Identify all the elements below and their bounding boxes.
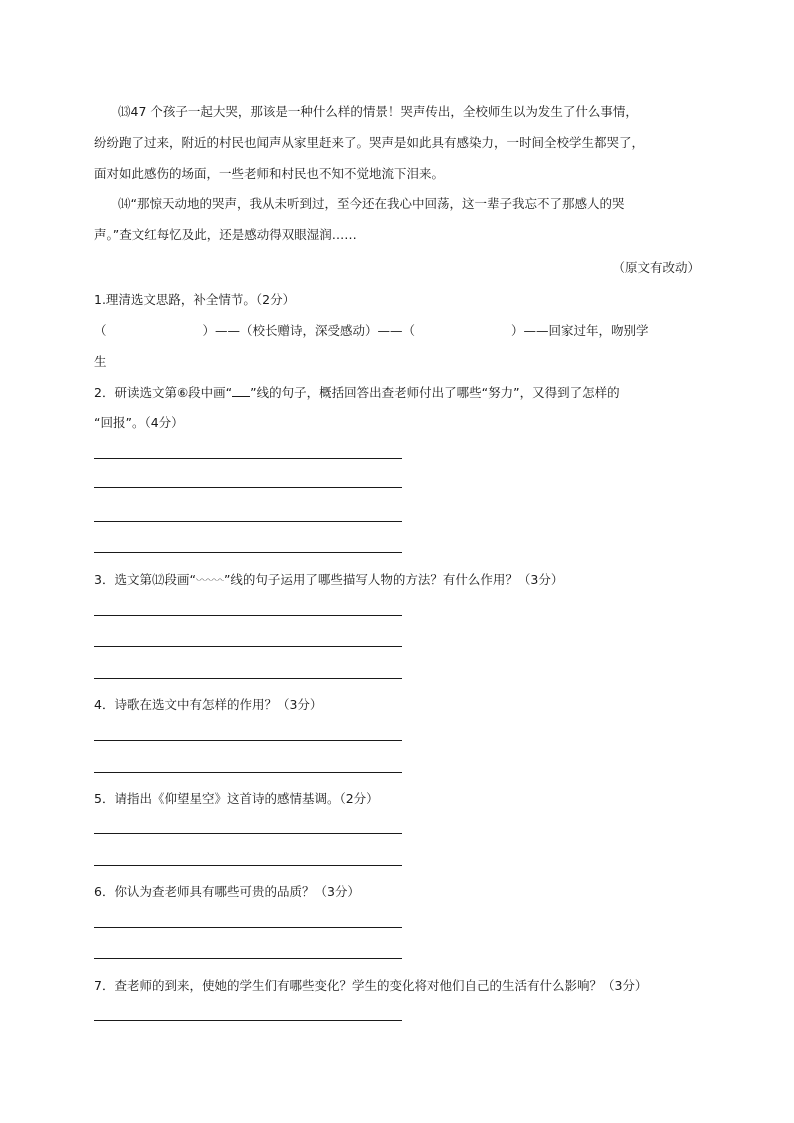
source-note: （原文有改动） (612, 260, 700, 275)
q5-answer-line-1[interactable] (94, 833, 402, 834)
q5-answer-line-2[interactable] (94, 865, 402, 866)
paragraph-13-line-1: ⒀47 个孩子一起大哭，那该是一种什么样的情景！哭声传出，全校师生以为发生了什么事情， (118, 104, 638, 119)
straight-underline-mark (232, 386, 250, 397)
question-3-pre: 3．选文第⑿段画“ (94, 572, 196, 587)
q2-answer-line-2[interactable] (94, 487, 402, 488)
q2-answer-line-4[interactable] (94, 552, 402, 553)
question-5-stem: 5．请指出《仰望星空》这首诗的感情基调。（2分） (94, 791, 379, 806)
q4-answer-line-2[interactable] (94, 772, 402, 773)
q2-answer-line-1[interactable] (94, 458, 402, 459)
q6-answer-line-1[interactable] (94, 927, 402, 928)
question-7-stem: 7．查老师的到来，使她的学生们有哪些变化？学生的变化将对他们自己的生活有什么影响？（3分） (94, 978, 648, 993)
question-1-blanks (94, 321, 706, 339)
paragraph-13-line-2: 纷纷跑了过来，附近的村民也闻声从家里赶来了。哭声是如此具有感染力，一时间全校学生都哭了， (94, 135, 645, 150)
wavy-underline-mark (196, 578, 224, 584)
question-2-stem-line-2: “回报”。（4分） (94, 415, 184, 430)
q7-answer-line-1[interactable] (94, 1020, 402, 1021)
q3-answer-line-1[interactable] (94, 615, 402, 616)
q2-answer-line-3[interactable] (94, 521, 402, 522)
paragraph-14-line-2: 声。”查文红每忆及此，还是感动得双眼湿润…… (94, 227, 357, 242)
question-2-stem-line-1 (94, 383, 620, 401)
q3-answer-line-2[interactable] (94, 646, 402, 647)
paragraph-14 (94, 188, 706, 250)
q3-answer-line-3[interactable] (94, 678, 402, 679)
question-2-post: ”线的句子，概括回答出查老师付出了哪些“努力”，又得到了怎样的 (250, 385, 620, 400)
question-4-stem: 4．诗歌在选文中有怎样的作用？（3分） (94, 697, 323, 712)
question-1-stem: 1.理清选文思路，补全情节。（2分） (94, 292, 296, 307)
blank-2-close: ）——回家过年，吻别学 (511, 323, 649, 338)
paragraph-13 (94, 96, 706, 189)
blank-1-open: （ (94, 323, 107, 338)
question-3-stem (94, 570, 563, 588)
q6-answer-line-2[interactable] (94, 958, 402, 959)
paragraph-13-line-3: 面对如此感伤的场面，一些老师和村民也不知不觉地流下泪来。 (94, 166, 445, 181)
question-3-post: ”线的句子运用了哪些描写人物的方法？有什么作用？（3分） (223, 572, 564, 587)
blank-1-close: ）——（校长赠诗，深受感动）——（ (202, 323, 416, 338)
paragraph-14-line-1: ⒁“那惊天动地的哭声，我从未听到过，至今还在我心中回荡，这一辈子我忘不了那感人的哭 (118, 196, 625, 211)
q4-answer-line-1[interactable] (94, 740, 402, 741)
question-6-stem: 6．你认为查老师具有哪些可贵的品质？（3分） (94, 884, 360, 899)
question-1-tail: 生 (94, 354, 107, 369)
question-2-pre: 2．研读选文第⑥段中画“ (94, 385, 233, 400)
